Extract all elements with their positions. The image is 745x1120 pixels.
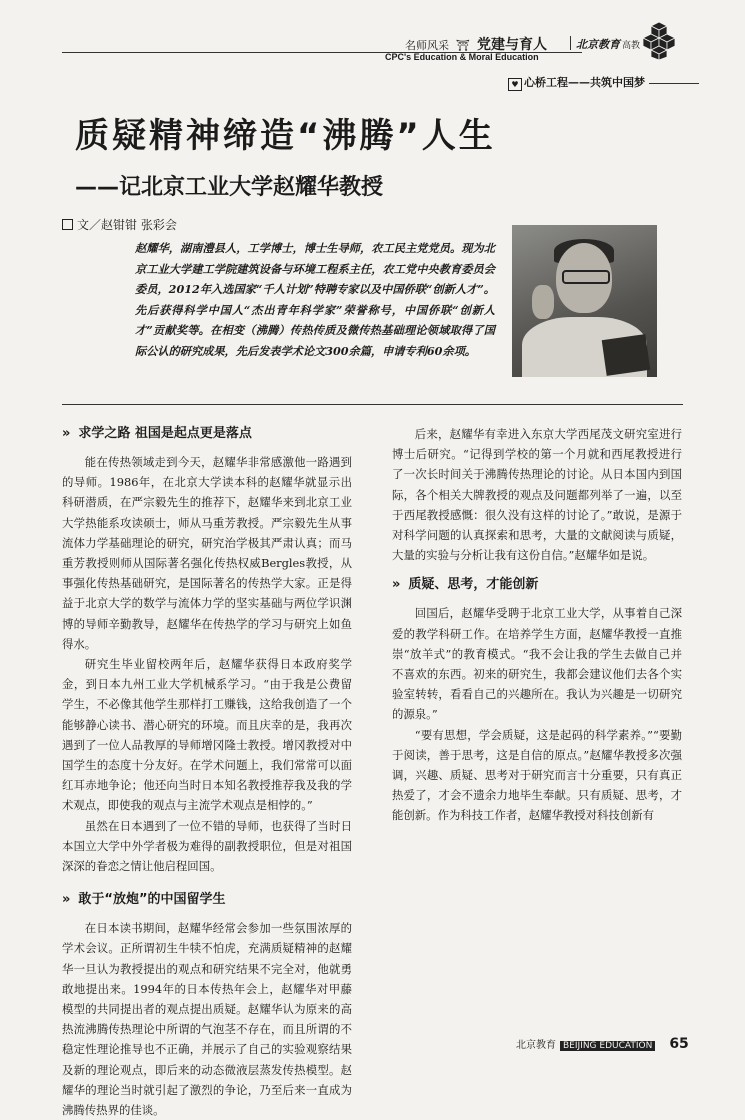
paragraph: 后来，赵耀华有幸进入东京大学西尾茂文研究室进行博士后研究。“记得到学校的第一个月就和西尾教授进行了一次长时间关于沸腾传热理论的讨论。从日本国内到国际，各个相关大牌教授的观点及问题都列举了一遍，以至于西尾教授感慨：很久没有这样的讨论了。”敢说，是源于对科学问题的认真探索和思考，大量的文献阅读与质疑，大量的实验与分析让我有这份自信。”赵耀华如是说。 (392, 427, 682, 563)
section-heading: » 敢于“放炮”的中国留学生 (62, 892, 226, 908)
pagoda-icon: ⛩ (452, 39, 474, 52)
tag-prefix: 心桥工程 (524, 76, 568, 89)
paragraph: 回国后，赵耀华受聘于北京工业大学，从事着自己深爱的教学科研工作。在培养学生方面，赵耀华教授一直推崇“放羊式”的教育模式。“我不会让我的学生去做自己并不喜欢的东西。初来的研究生，我都会建议他们去各个实验室转转，看看自己的兴趣所在。我认为兴趣是一切研究的源泉。” (392, 606, 682, 722)
paragraph: 虽然在日本遇到了一位不错的导师，也获得了当时日本国立大学中外学者极为难得的副教授职位，但是对祖国深深的眷恋之情让他启程回国。 (62, 818, 352, 874)
double-chevron-icon: » (392, 577, 401, 593)
footer-magazine: 北京教育 (516, 1040, 556, 1051)
section-heading: » 求学之路 祖国是起点更是落点 (62, 426, 252, 441)
column-tag: ♥ 心桥工程——共筑中国梦 (508, 74, 699, 91)
header-english: CPC's Education & Moral Education (385, 52, 539, 62)
article-subtitle: ——记北京工业大学赵耀华教授 (75, 175, 384, 200)
footer-magazine-en: BEIJING EDUCATION (560, 1041, 655, 1051)
column-name: 名师风采 (405, 39, 449, 52)
right-column (392, 424, 682, 826)
paragraph: 研究生毕业留校两年后，赵耀华获得日本政府奖学金，到日本九州工业大学机械系学习。“由于我是公费留学生，不必像其他学生那样打工赚钱，这给我创造了一个能够静心读书、潜心研究的环境。而且庆幸的是，我再次遇到了一位人品教厚的导师增冈隆士教授。增冈教授对中国学生的态度十分友好。在学术问题上，我们常常可以面红耳赤地争论；他还向当时日本知名教授推荐我及我的学术观点，即使我的观点与主流学术观点是相悖的。” (62, 657, 352, 813)
heart-icon: ♥ (508, 78, 522, 91)
section-rule (62, 404, 683, 405)
brand-logo: 北京教育 高教 (576, 38, 641, 51)
left-column (62, 424, 352, 1120)
article-title: 质疑精神缔造“沸腾”人生 (75, 116, 496, 156)
brand-suffix: 高教 (622, 41, 641, 51)
slogan: 党建与育人 (476, 37, 547, 53)
byline-text: 文／赵钳钳 张彩会 (77, 218, 177, 232)
portrait-photo (512, 225, 657, 377)
page-number: 65 (669, 1036, 689, 1052)
cubes-logo-icon (635, 20, 683, 60)
square-icon (62, 219, 73, 230)
tag-suffix: 共筑中国梦 (590, 76, 645, 89)
paragraph: 能在传热领域走到今天，赵耀华非常感激他一路遇到的导师。1986年，在北京大学读本科的赵耀华就显示出科研潜质，在严宗毅先生的推荐下，赵耀华来到北京工业大学热能系攻读硕士，师从马重芳教授。严宗毅先生从事流体力学基础理论的研究，研究治学极其严肃认真；而马重芳教授则师从国际著名强化传热权威Bergles教授，从事强化传热基础研究，是国际著名的传热学大家。正是得益于北京大学的数学与流体力学的坚实基础与两位学识渊博的导师辛勤教导，赵耀华在传热学的学习与研究上如鱼得水。 (62, 455, 352, 651)
paragraph: “要有思想，学会质疑，这是起码的科学素养。”“要勤于阅读，善于思考，这是自信的原点。”赵耀华教授多次强调，兴趣、质疑、思考对于研究而言十分重要，只有真正热爱了，才会不遗余力地毕生奉献。只有质疑、思考，才能创新。作为科技工作者，赵耀华教授对科技创新有 (392, 727, 682, 823)
tag-rule (649, 83, 699, 84)
double-chevron-icon: » (62, 892, 71, 908)
double-chevron-icon: » (62, 426, 71, 441)
byline (62, 216, 177, 233)
section-heading: » 质疑、思考，才能创新 (392, 577, 539, 593)
header-divider (570, 36, 571, 50)
page-footer (516, 1036, 689, 1052)
author-bio: 赵耀华，湖南澧县人，工学博士，博士生导师，农工民主党党员。现为北京工业大学建工学院建筑设备与环境工程系主任，农工党中央教育委员会委员，2012年入选国家“千人计划”特聘专家以及中国侨联“创新人才”。先后获得科学中国人“杰出青年科学家”荣誉称号，中国侨联“创新人才”贡献奖等。在相变（沸腾）传热传质及微传热基础理论领域取得了国际公认的研究成果，先后发表学术论文300余篇，申请专利60余项。 (135, 241, 495, 358)
paragraph: 在日本读书期间，赵耀华经常会参加一些氛围浓厚的学术会议。正所谓初生牛犊不怕虎，充满质疑精神的赵耀华一旦认为教授提出的观点和研究结果不完全对，他就勇敢地提出来。1994年的日本传热年会上，赵耀华对甲藤模型的共同提出者的观点提出质疑。赵耀华认为原来的高热流沸腾传热理论中所谓的气泡茎不存在，而且所谓的不稳定性理论推导也不正确，并展示了自己的实验观察结果及新的理论观点，即后来的动态微液层蒸发传热模型。赵耀华的理论当时就引起了激烈的争论，乃至后来一直成为沸腾传热界的佳谈。 (62, 921, 352, 1118)
header-top (405, 34, 547, 54)
